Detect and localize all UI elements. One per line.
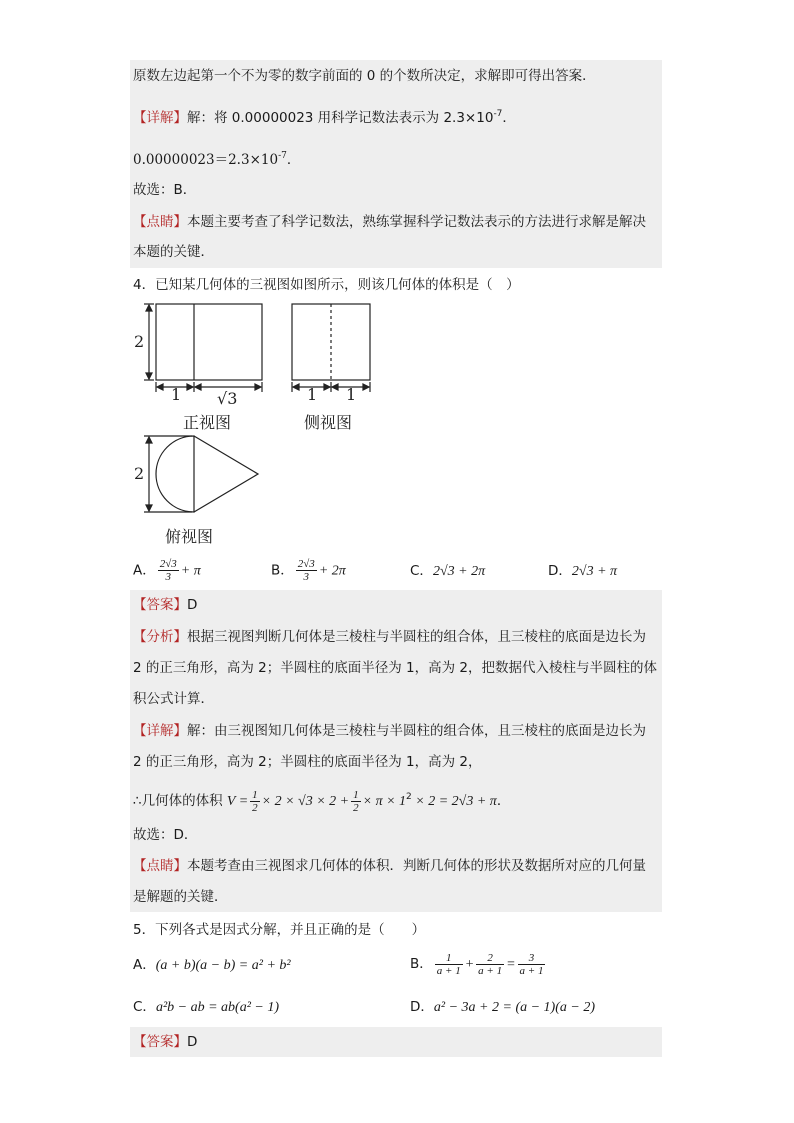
q4-option-b — [271, 558, 346, 583]
front-width-2-label: √3 — [217, 389, 238, 408]
q3-detail-line — [133, 104, 516, 128]
q4-option-a — [133, 558, 201, 583]
volume-tail: × π × 1 — [362, 794, 407, 809]
analysis-tag: 【分析】 — [133, 629, 187, 645]
comment-tag: 【点睛】 — [133, 858, 187, 874]
q3-comment-text: 本题主要考查了科学记数法，熟练掌握科学记数法表示的方法进行求解是解决 — [187, 214, 646, 230]
volume-fraction-1: $\frac{1}{2}$ — [252, 788, 258, 814]
comment-text: 本题考查由三视图求几何体的体积．判断几何体的形状及数据所对应的几何量 — [187, 858, 646, 874]
q4-option-c — [410, 560, 485, 583]
option-expr: 2√3 + 2π — [432, 564, 486, 579]
q4-comment-line-2: 是解题的关键． — [133, 889, 228, 905]
option-fraction-1: $\frac{1}{a + 1}$ — [436, 951, 461, 977]
option-letter: A． — [133, 957, 156, 973]
answer-value: D — [187, 1034, 198, 1050]
q5-option-c — [133, 996, 279, 1019]
option-letter: B． — [410, 956, 433, 972]
q4-answer — [133, 595, 197, 615]
q3-detail-end: ． — [502, 110, 516, 126]
analysis-text: 根据三视图判断几何体是三棱柱与半圆柱的组合体，且三棱柱的底面是边长为 — [187, 629, 646, 645]
side-view — [292, 304, 370, 392]
front-view-caption: 正视图 — [183, 413, 232, 432]
q5-answer-shade — [130, 1027, 662, 1057]
q4-detail-line-2: 2 的正三角形，高为 2；半圆柱的底面半径为 1，高为 2， — [133, 754, 482, 770]
q4-stem: 4．已知某几何体的三视图如图所示，则该几何体的体积是（ ） — [133, 277, 520, 293]
volume-period: ． — [496, 793, 511, 809]
q4-analysis-line-3: 积公式计算． — [133, 691, 214, 707]
front-height-label: 2 — [134, 332, 145, 351]
option-expr: 2√3 + π — [571, 564, 618, 579]
side-width-2-label: 1 — [346, 385, 357, 404]
volume-end: × 2 = 2√3 + π — [411, 794, 497, 809]
q4-comment-line-1 — [133, 856, 646, 876]
option-letter: B． — [271, 562, 294, 579]
option-letter: D． — [548, 563, 572, 579]
q3-calc-text: 0.00000023＝2.3×10 — [133, 152, 279, 168]
option-expr: a² − 3a + 2 = (a − 1)(a − 2) — [433, 1000, 595, 1015]
option-equals: = — [506, 957, 516, 972]
q5-answer — [133, 1032, 197, 1052]
answer-value: D — [187, 597, 198, 613]
q3-calc-exponent: -7 — [278, 151, 287, 161]
volume-v: V = — [226, 794, 249, 809]
detail-text: 解：由三视图知几何体是三棱柱与半圆柱的组合体，且三棱柱的底面是边长为 — [187, 723, 646, 739]
answer-tag: 【答案】 — [133, 597, 187, 613]
q4-detail-line-1 — [133, 721, 646, 741]
detail-tag: 【详解】 — [133, 110, 187, 126]
option-rest: + π — [180, 563, 201, 579]
option-expr: a²b − ab = ab(a² − 1) — [155, 1000, 279, 1015]
front-width-1-label: 1 — [171, 385, 182, 404]
q4-analysis-line-1 — [133, 627, 646, 647]
q5-option-d — [410, 996, 595, 1019]
option-letter: A． — [133, 562, 156, 579]
q3-detail-exponent: -7 — [493, 109, 503, 119]
front-view — [144, 304, 262, 392]
q4-volume-formula — [133, 780, 510, 819]
option-rest: + 2π — [318, 563, 346, 579]
top-height-label: 2 — [134, 464, 145, 483]
option-letter: D． — [410, 999, 434, 1015]
comment-tag: 【点睛】 — [133, 214, 187, 230]
q3-analysis-line: 原数左边起第一个不为零的数字前面的 0 的个数所决定，求解即可得出答案． — [133, 68, 596, 84]
q5-option-b — [410, 946, 547, 983]
option-fraction-2: $\frac{2}{a + 1}$ — [478, 951, 503, 977]
q5-stem: 5．下列各式是因式分解，并且正确的是（ ） — [133, 922, 426, 938]
q5-option-a — [133, 954, 291, 977]
volume-mid: × 2 × √3 × 2 + — [261, 794, 350, 809]
volume-tail-exponent: 2 — [406, 792, 412, 802]
q3-choice: 故选：B． — [133, 182, 197, 198]
detail-tag: 【详解】 — [133, 723, 187, 739]
side-width-1-label: 1 — [307, 385, 318, 404]
q4-option-d — [548, 560, 617, 583]
q3-comment-line-2: 本题的关键． — [133, 244, 214, 260]
side-view-caption: 侧视图 — [304, 413, 353, 432]
q3-calc-line — [133, 146, 300, 170]
answer-tag: 【答案】 — [133, 1034, 187, 1050]
option-plus: + — [464, 957, 475, 972]
option-letter: C． — [133, 999, 156, 1015]
volume-prefix: ∴几何体的体积 — [133, 793, 223, 809]
q3-comment-line-1 — [133, 212, 646, 232]
q4-analysis-line-2: 2 的正三角形，高为 2；半圆柱的底面半径为 1，高为 2，把数据代入棱柱与半圆柱的体 — [133, 660, 658, 676]
top-view-caption: 俯视图 — [165, 527, 214, 546]
option-fraction-3: $\frac{3}{a + 1}$ — [519, 951, 544, 977]
volume-fraction-2: $\frac{1}{2}$ — [353, 788, 359, 814]
option-fraction: $\frac{2√3}{3}$ — [159, 558, 177, 583]
option-letter: C． — [410, 563, 433, 579]
top-view — [144, 436, 258, 512]
q3-detail-text: 解：将 0.00000023 用科学记数法表示为 2.3×10 — [187, 110, 494, 126]
q3-calc-end: ． — [286, 152, 301, 168]
option-expr: (a + b)(a − b) = a² + b² — [155, 958, 291, 973]
option-fraction: $\frac{2√3}{3}$ — [297, 558, 315, 583]
q4-choice: 故选：D． — [133, 827, 198, 843]
